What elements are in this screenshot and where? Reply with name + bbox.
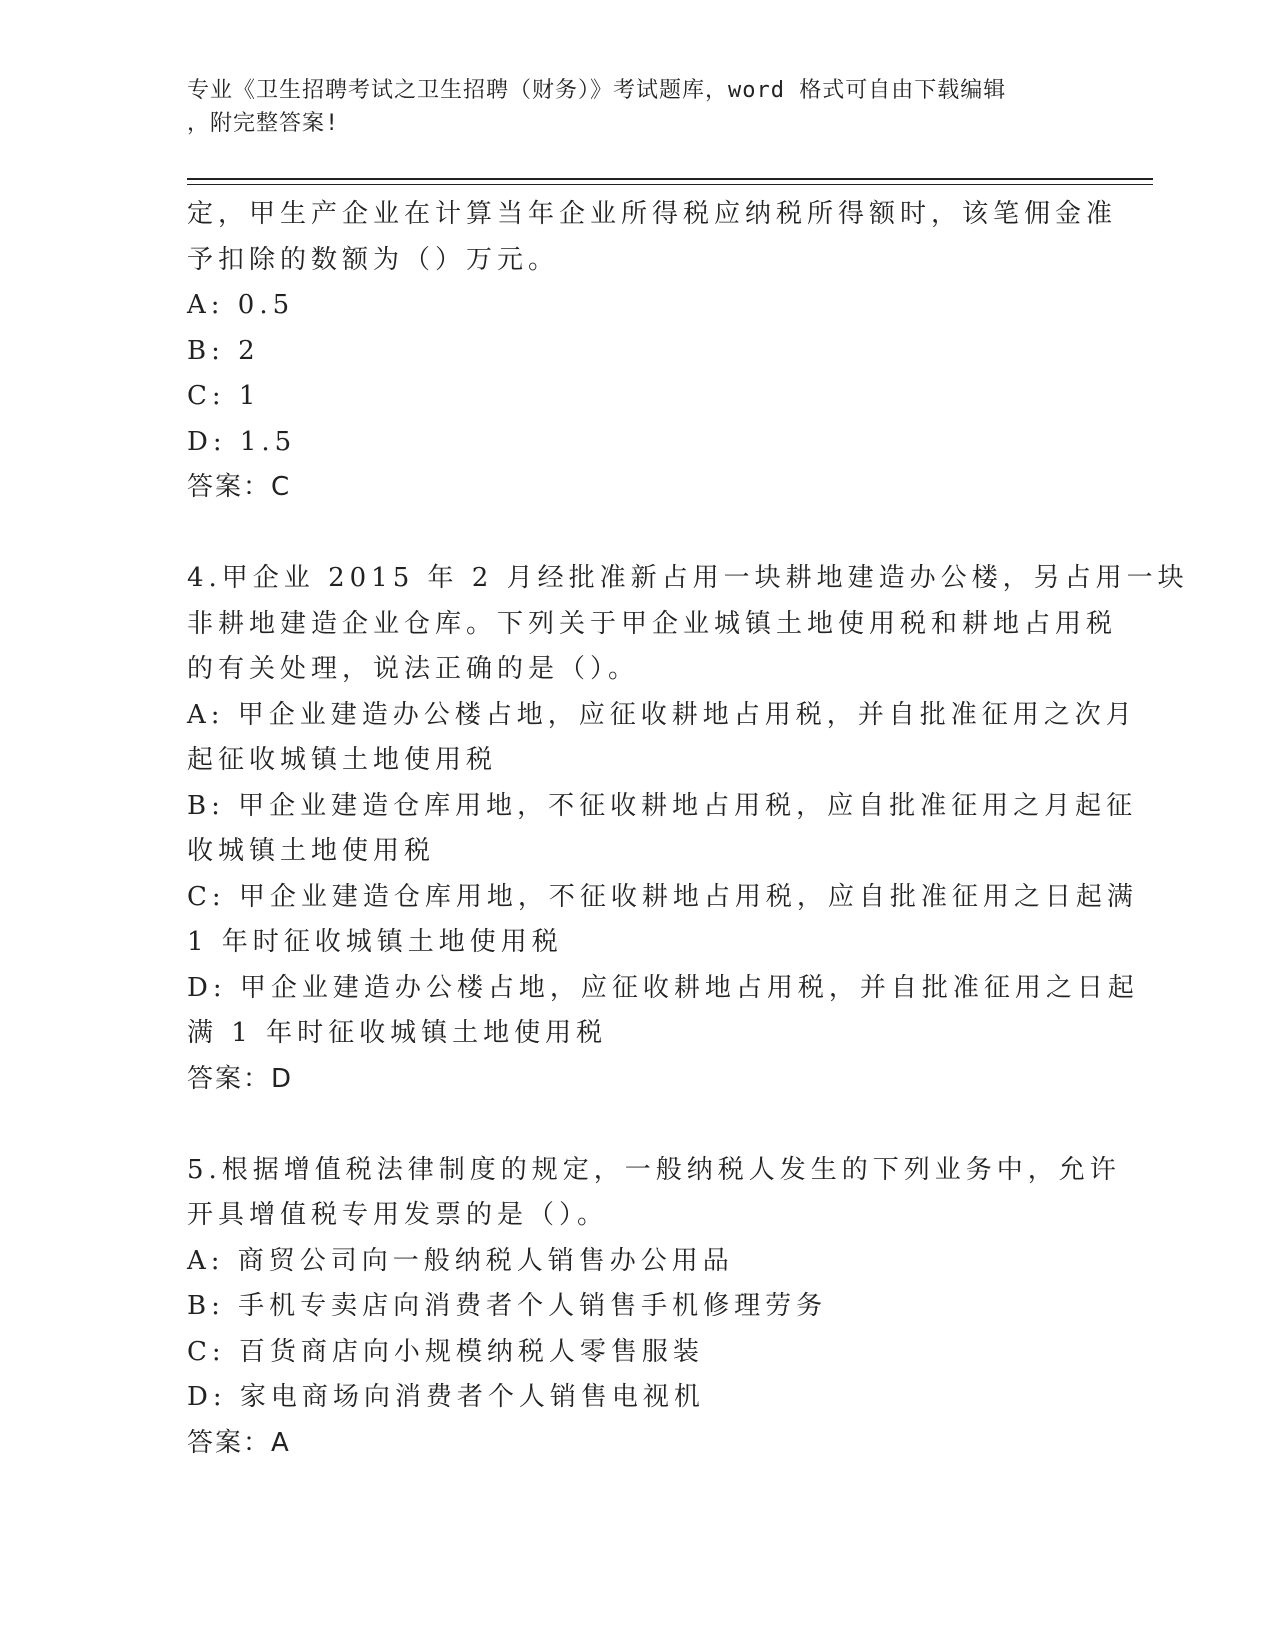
option-c: C: 甲企业建造仓库用地，不征收耕地占用税，应自批准征用之日起满: [187, 881, 1138, 912]
header-divider-thick: [187, 178, 1153, 180]
question-content: [187, 192, 1189, 1466]
question-stem-line: 予扣除的数额为（）万元。: [187, 244, 560, 275]
option-d: D: 甲企业建造办公楼占地，应征收耕地占用税，并自批准征用之日起: [187, 972, 1139, 1003]
question-stem-line: 4.甲企业 2015 年 2 月经批准新占用一块耕地建造办公楼，另占用一块: [187, 563, 1189, 593]
option-c-continued: 1 年时征收城镇土地使用税: [187, 927, 563, 957]
answer-label: 答案：A: [187, 1427, 291, 1458]
option-c: C: 1: [187, 381, 261, 411]
option-a-continued: 起征收城镇土地使用税: [187, 745, 498, 775]
option-d: D: 家电商场向消费者个人销售电视机: [187, 1382, 705, 1412]
option-a: A: 商贸公司向一般纳税人销售办公用品: [187, 1245, 734, 1276]
question-3: [187, 192, 1118, 511]
question-stem-line: 定，甲生产企业在计算当年企业所得税应纳税所得额时，该笔佣金准: [187, 199, 1118, 229]
option-d-continued: 满 1 年时征收城镇土地使用税: [187, 1018, 608, 1048]
header-title-line-1: 专业《卫生招聘考试之卫生招聘（财务）》考试题库，word 格式可自由下载编辑: [187, 78, 1007, 103]
option-b-continued: 收城镇土地使用税: [187, 836, 436, 866]
question-stem-line: 非耕地建造企业仓库。下列关于甲企业城镇土地使用税和耕地占用税: [187, 608, 1118, 639]
spacer: [187, 1102, 1087, 1148]
answer-label: 答案：D: [187, 1063, 294, 1094]
header-title-line-2: ，附完整答案!: [187, 111, 340, 136]
question-stem-line: 5.根据增值税法律制度的规定，一般纳税人发生的下列业务中，允许: [187, 1154, 1121, 1185]
question-stem-line: 的有关处理，说法正确的是（）。: [187, 654, 640, 684]
option-a: A: 0.5: [187, 290, 295, 320]
option-c: C: 百货商店向小规模纳税人零售服装: [187, 1336, 704, 1367]
question-5: [187, 1148, 1121, 1467]
header-divider-thin: [187, 184, 1153, 185]
answer-label: 答案：C: [187, 472, 292, 502]
option-b: B: 手机专卖店向消费者个人销售手机修理劳务: [187, 1291, 828, 1321]
question-stem-line: 开具增值税专用发票的是（）。: [187, 1200, 609, 1230]
spacer: [187, 511, 1087, 557]
option-b: B: 2: [187, 335, 260, 366]
option-b: B: 甲企业建造仓库用地，不征收耕地占用税，应自批准征用之月起征: [187, 790, 1138, 821]
page-header: [187, 74, 1067, 140]
option-d: D: 1.5: [187, 426, 297, 457]
option-a: A: 甲企业建造办公楼占地，应征收耕地占用税，并自批准征用之次月: [187, 699, 1137, 730]
question-4: [187, 556, 1189, 1102]
